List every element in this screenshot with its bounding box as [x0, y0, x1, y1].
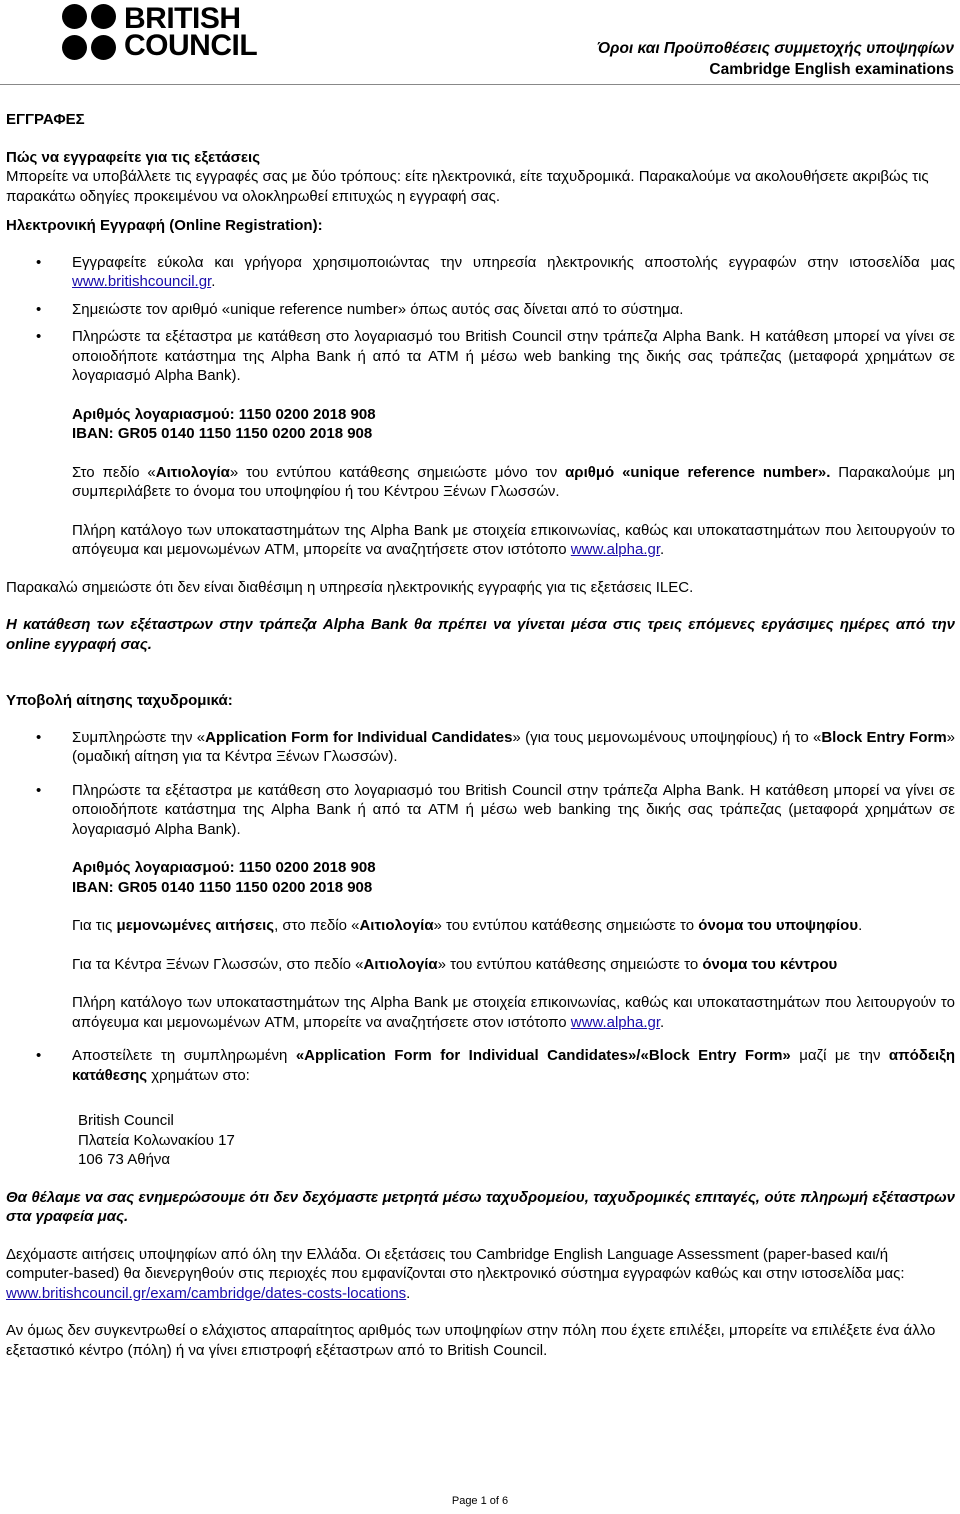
iban: IBAN: GR05 0140 1150 1150 0200 2018 908: [72, 425, 373, 442]
postal-centres-note: Για τα Κέντρα Ξένων Γλωσσών, στο πεδίο «Αιτιολογία» του εντύπου κατάθεσης σημειώστε το όνομα του κέντρου: [72, 955, 838, 973]
logo-dots-icon: [62, 4, 122, 62]
deadline-note: Η κατάθεση των εξέταστρων στην τράπεζα Alpha Bank θα πρέπει να γίνεται μέσα στις τρεις επόμενες εργάσιμες ημέρες από την online εγγραφή σας.: [6, 616, 955, 653]
address-line-2: Πλατεία Κολωνακίου 17: [78, 1131, 235, 1149]
address-line-1: British Council: [78, 1112, 174, 1129]
document-body: [6, 110, 955, 1360]
online-bullet-3: • Πληρώστε τα εξέταστρα με κατάθεση στο λογαριασμό του British Council στην τράπεζα Alpha Bank. Η κατάθεση μπορεί να γίνει σε οποιοδήποτε κατάστημα της Alpha Bank ή από τα ATM ή μέσω web banking της δικής σας τράπεζας (μεταφορά χρημάτων σε λογαριασμό Alpha Bank).: [36, 328, 955, 384]
minimum-candidates-note: Αν όμως δεν συγκεντρωθεί ο ελάχιστος απαραίτητος αριθμός των υποψηφίων στην πόλη που έχετε επιλέξει, μπορείτε να επιλέξετε ένα άλλο εξεταστικό κέντρο (πόλη) ή να γίνει επιστροφή εξέταστρων από το British Council.: [6, 1322, 936, 1359]
online-branches-note: Πλήρη κατάλογο των υποκαταστημάτων της Alpha Bank με στοιχεία επικοινωνίας, καθώς και υποκαταστημάτων που λειτουργούν το απόγευμα και μεμονωμένων ATM, μπορείτε να αναζητήσετε στον ιστότοπο www.alpha.gr.: [72, 521, 955, 558]
logo-wordmark: BRITISH COUNCIL: [124, 2, 258, 62]
postal-bullet-3: • Αποστείλετε τη συμπληρωμένη «Application Form for Individual Candidates»/«Block Entry Form» μαζί με την απόδειξη κατάθεσης χρημάτων στο:: [36, 1047, 955, 1084]
online-heading: Ηλεκτρονική Εγγραφή (Online Registration):: [6, 217, 323, 234]
page-number: Page 1 of 6: [451, 1495, 509, 1507]
account-number: Αριθμός λογαριασμού: 1150 0200 2018 908: [72, 405, 376, 423]
online-bullet-2: • Σημειώστε τον αριθμό «unique reference number» όπως αυτός σας δίνεται από το σύστημα.: [36, 300, 684, 318]
postal-individual-note: Για τις μεμονωμένες αιτήσεις, στο πεδίο «Αιτιολογία» του εντύπου κατάθεσης σημειώστε το όνομα του υποψηφίου.: [72, 917, 863, 934]
how-intro: Μπορείτε να υποβάλλετε τις εγγραφές σας με δύο τρόπους: είτε ηλεκτρονικά, είτε ταχυδρομικά. Παρακαλούμε να ακολουθήσετε ακριβώς τις παρακάτω οδηγίες προκειμένου να ολοκληρωθεί επιτυχώς η εγγραφή σας.: [6, 168, 929, 205]
online-account-details: [6, 405, 955, 444]
section-title: ΕΓΓΡΑΦΕΣ: [6, 111, 85, 128]
header-title: [597, 38, 954, 80]
address-line-3: 106 73 Αθήνα: [78, 1151, 171, 1168]
account-number: Αριθμός λογαριασμού: 1150 0200 2018 908: [72, 859, 376, 876]
accept-note: Δεχόμαστε αιτήσεις υποψηφίων από όλη την Ελλάδα. Οι εξετάσεις του Cambridge English Language Assessment (paper-based και/ή computer-based) θα διενεργηθούν στις περιοχές που εμφανίζονται στο ηλεκτρονικό σύστημα εγγραφών καθώς και στην ιστοσελίδα μας: www.britishcouncil.gr/exam/cambridge/dates-costs-locations.: [6, 1245, 905, 1302]
bullet-icon: •: [36, 781, 42, 799]
how-title: Πώς να εγγραφείτε για τις εξετάσεις: [6, 148, 260, 166]
bullet-icon: •: [36, 328, 42, 345]
bullet-icon: •: [36, 728, 42, 746]
alpha-link[interactable]: www.alpha.gr: [570, 541, 660, 558]
online-bullet-1: • Εγγραφείτε εύκολα και γρήγορα χρησιμοποιώντας την υπηρεσία ηλεκτρονικής αποστολής εγγραφών στην ιστοσελίδα μας www.britishcouncil.gr.: [36, 253, 955, 290]
ilec-note: Παρακαλώ σημειώστε ότι δεν είναι διαθέσιμη η υπηρεσία ηλεκτρονικής εγγραφής για τις εξετάσεις ILEC.: [6, 578, 694, 596]
no-cash-note: Θα θέλαμε να σας ενημερώσουμε ότι δεν δεχόμαστε μετρητά μέσω ταχυδρομείου, ταχυδρομικές επιταγές, ούτε πληρωμή εξέταστρων στα γραφεία μας.: [6, 1188, 955, 1225]
bullet-icon: •: [36, 300, 42, 318]
postal-branches-note: Πλήρη κατάλογο των υποκαταστημάτων της Alpha Bank με στοιχεία επικοινωνίας, καθώς και υποκαταστημάτων που λειτουργούν το απόγευμα και μεμονωμένων ATM, μπορείτε να αναζητήσετε στον ιστότοπο www.alpha.gr.: [72, 994, 955, 1031]
british-council-logo: [62, 4, 282, 62]
header-divider: [0, 84, 960, 85]
alpha-link[interactable]: www.alpha.gr: [570, 1013, 660, 1031]
postal-heading: Υποβολή αίτησης ταχυδρομικά:: [6, 692, 233, 709]
bullet-icon: •: [36, 1047, 42, 1064]
postal-bullet-1: • Συμπληρώστε την «Application Form for Individual Candidates» (για τους μεμονωμένους υποψηφίους) ή το «Block Entry Form» (ομαδική αίτηση για τα Κέντρα Ξένων Γλωσσών).: [36, 728, 955, 765]
iban: IBAN: GR05 0140 1150 1150 0200 2018 908: [72, 878, 373, 896]
header-title-line1: Όροι και Προϋποθέσεις συμμετοχής υποψηφίων: [596, 40, 954, 57]
locations-link[interactable]: www.britishcouncil.gr/exam/cambridge/dates-costs-locations: [6, 1284, 407, 1302]
postal-account-details: [6, 858, 955, 897]
header-title-line2: Cambridge English examinations: [709, 61, 954, 78]
postal-bullet-2: • Πληρώστε τα εξέταστρα με κατάθεση στο λογαριασμό του British Council στην τράπεζα Alpha Bank. Η κατάθεση μπορεί να γίνει σε οποιοδήποτε κατάστημα της Alpha Bank ή από τα ATM ή μέσω web banking της δικής σας τράπεζας (μεταφορά χρημάτων σε λογαριασμό Alpha Bank).: [36, 781, 955, 838]
britishcouncil-link[interactable]: www.britishcouncil.gr: [72, 273, 212, 290]
online-reason-note: Στο πεδίο «Αιτιολογία» του εντύπου κατάθεσης σημειώστε μόνο τον αριθμό «unique reference number». Παρακαλούμε μη συμπεριλάβετε το όνομα του υποψηφίου ή του Κέντρου Ξένων Γλωσσών.: [72, 463, 955, 500]
bullet-icon: •: [36, 253, 42, 271]
postal-address: [6, 1111, 955, 1170]
